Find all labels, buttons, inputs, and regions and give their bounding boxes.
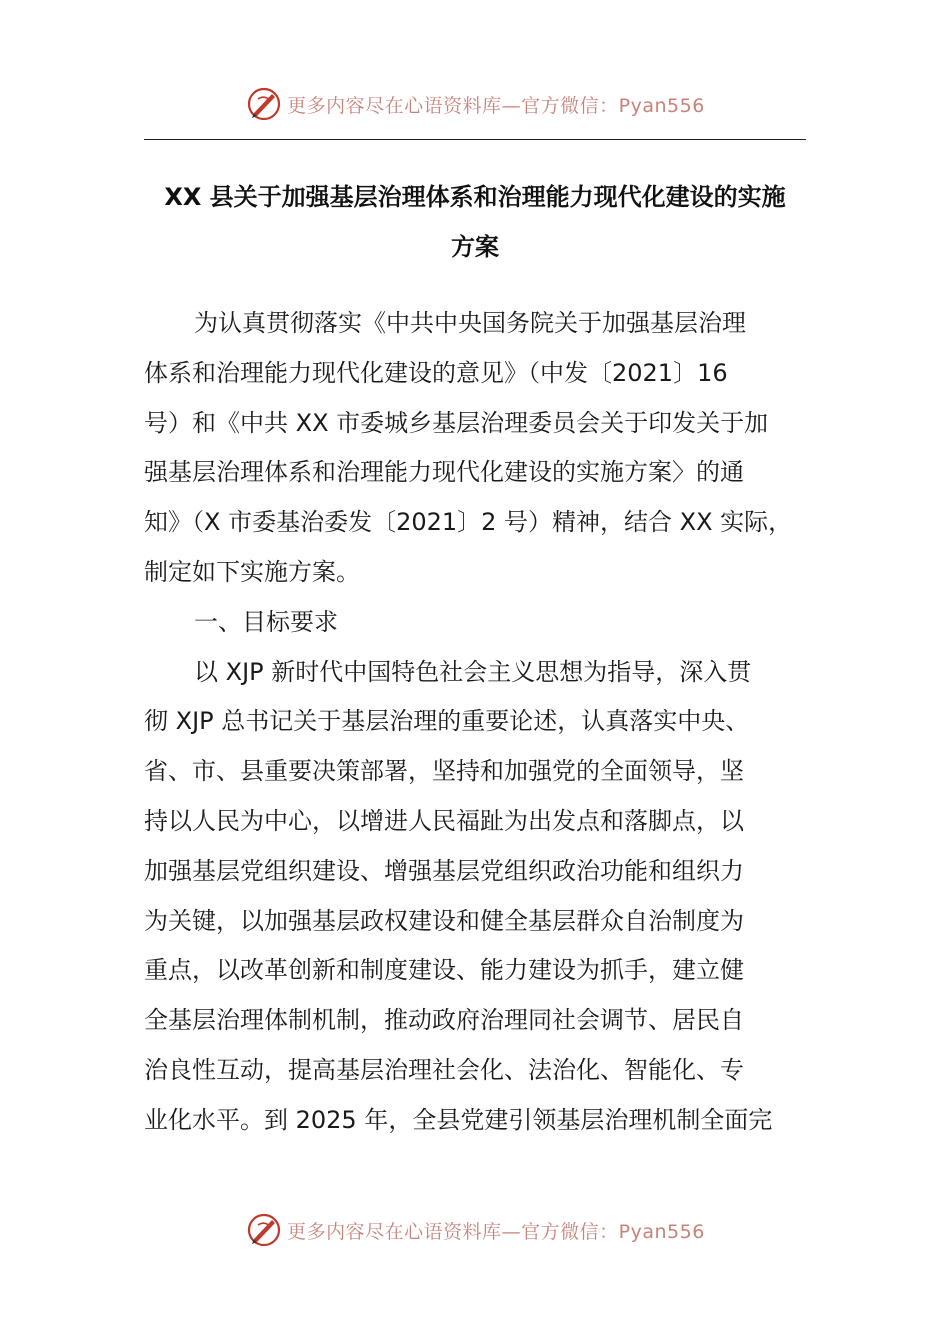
body-line: 为认真贯彻落实《中共中央国务院关于加强基层治理 (194, 309, 746, 337)
document-title (140, 172, 810, 272)
footer-banner-text: 更多内容尽在心语资料库—官方微信：Pyan556 (287, 1220, 705, 1243)
body-line: 以 XJP 新时代中国特色社会主义思想为指导，深入贯 (194, 657, 752, 686)
body-line: 治良性互动，提高基层治理社会化、法治化、智能化、专 (144, 1055, 744, 1084)
body-line: 一、目标要求 (194, 607, 338, 636)
body-line: 号）和《中共 XX 市委城乡基层治理委员会关于印发关于加 (144, 408, 769, 437)
footer-wechat-id: Pyan556 (618, 1220, 705, 1243)
pen-logo-icon (245, 1211, 283, 1249)
header-wechat-id: Pyan556 (618, 94, 705, 117)
body-line: 重点，以改革创新和制度建设、能力建设为抓手，建立健 (144, 956, 744, 985)
title-line: XX 县关于加强基层治理体系和治理能力现代化建设的实施 (164, 183, 786, 211)
body-line: 全基层治理体制机制，推动政府治理同社会调节、居民自 (144, 1006, 744, 1035)
body-line: 省、市、县重要决策部署，坚持和加强党的全面领导，坚 (144, 757, 744, 786)
body-line: 知》（X 市委基治委发〔2021〕2 号）精神，结合 XX 实际， (144, 508, 793, 537)
body-line: 体系和治理能力现代化建设的意见》（中发〔2021〕16 (144, 358, 728, 387)
title-line: 方案 (451, 232, 499, 261)
body-line: 制定如下实施方案。 (144, 557, 360, 586)
document-body (144, 299, 814, 1146)
body-line: 为关键，以加强基层政权建设和健全基层群众自治制度为 (144, 906, 744, 935)
body-line: 强基层治理体系和治理能力现代化建设的实施方案〉的通 (144, 458, 744, 487)
body-line: 持以人民为中心，以增进人民福趾为出发点和落脚点，以 (144, 806, 744, 835)
header-banner (0, 84, 950, 124)
body-line: 业化水平。到 2025 年，全县党建引领基层治理机制全面完 (144, 1105, 773, 1134)
header-banner-text: 更多内容尽在心语资料库—官方微信：Pyan556 (287, 94, 705, 117)
footer-banner (0, 1210, 950, 1250)
body-line: 彻 XJP 总书记关于基层治理的重要论述，认真落实中央、 (144, 707, 750, 736)
header-divider (144, 139, 806, 140)
pen-logo-icon (245, 85, 283, 123)
body-line: 加强基层党组织建设、增强基层党组织政治功能和组织力 (144, 856, 744, 885)
